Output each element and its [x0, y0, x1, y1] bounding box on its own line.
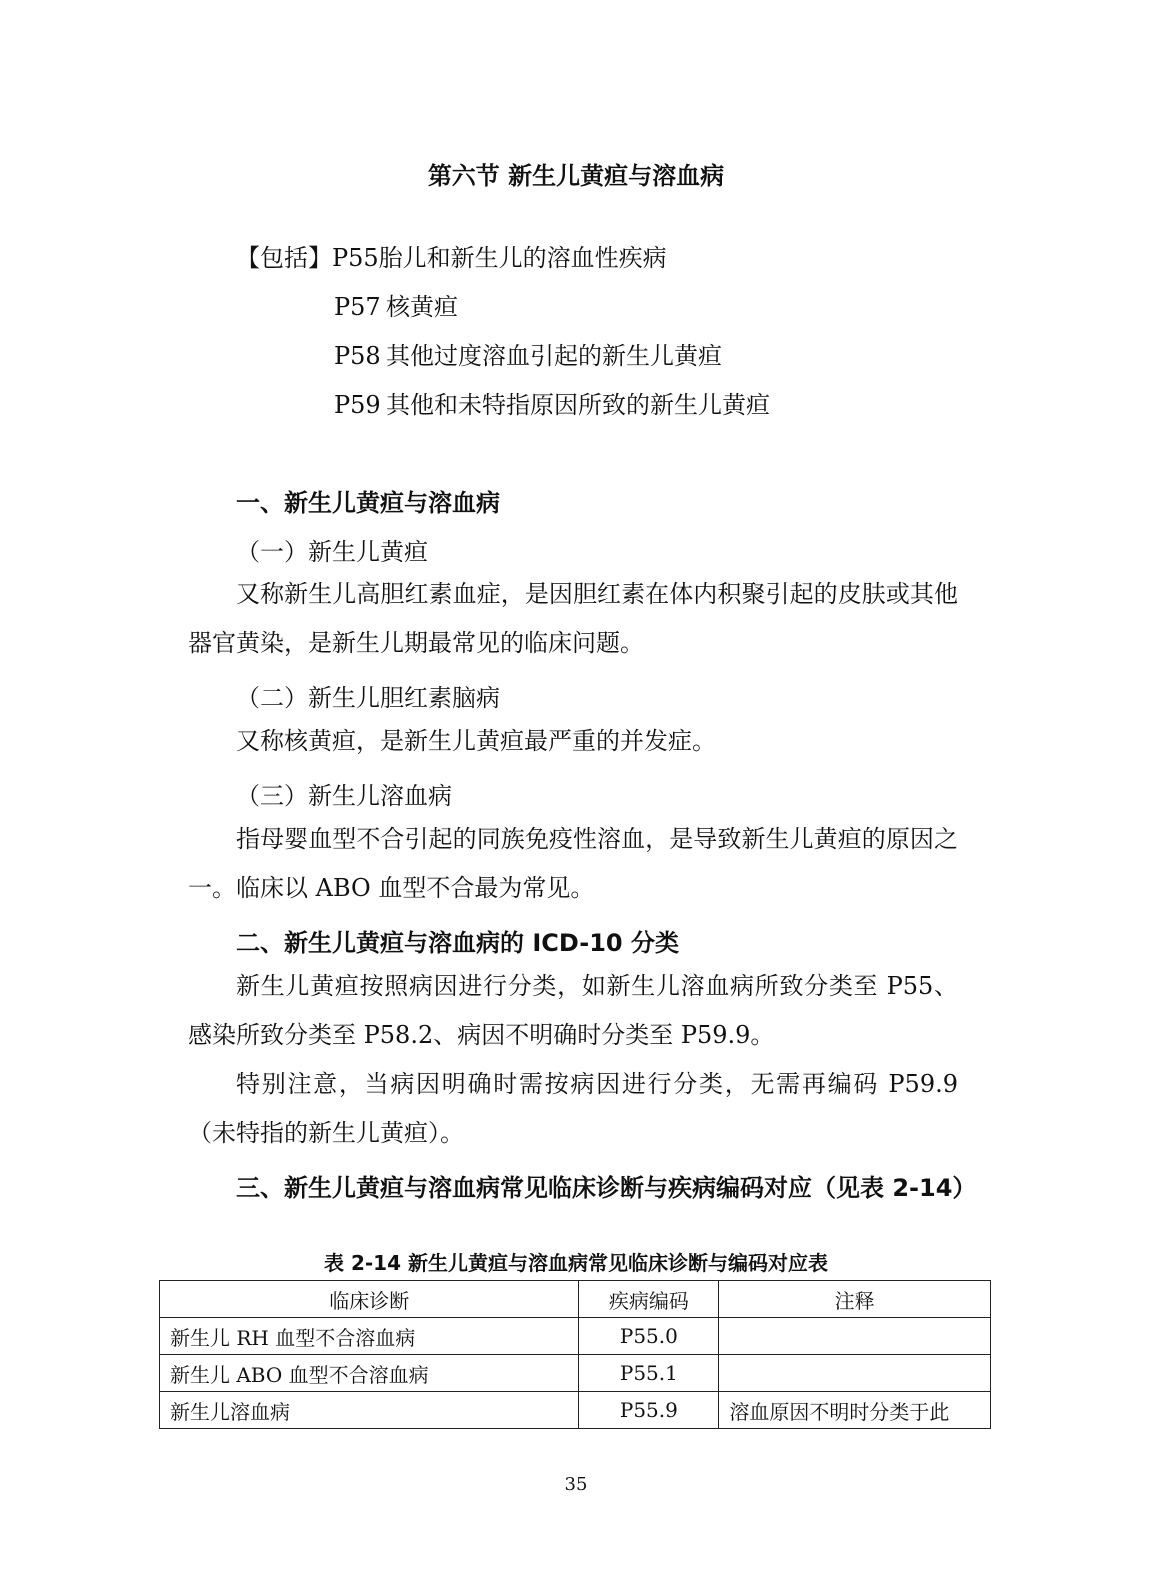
table-row [160, 1392, 991, 1429]
cell-code: P55.9 [579, 1392, 719, 1429]
section-title: 第六节 新生儿黄疸与溶血病 [427, 162, 725, 190]
subheading-bilirubin-encephalopathy: （二）新生儿胆红素脑病 [236, 684, 500, 712]
inclusion-code: P55 [332, 244, 379, 272]
cell-note [719, 1318, 991, 1355]
inclusion-code: P58 [334, 342, 381, 370]
inclusion-line-2 [334, 287, 458, 322]
cell-code: P55.0 [579, 1318, 719, 1355]
cell-diagnosis: 新生儿 ABO 血型不合溶血病 [160, 1355, 579, 1392]
table-row [160, 1318, 991, 1355]
heading-part1: 一、新生儿黄疸与溶血病 [236, 489, 500, 517]
inclusion-desc: 胎儿和新生儿的溶血性疾病 [378, 244, 667, 272]
paragraph-hemolytic-definition: 指母婴血型不合引起的同族免疫性溶血，是导致新生儿黄疸的原因之一。临床以 ABO 血型不合最为常见。 [188, 825, 958, 902]
page-number: 35 [564, 1474, 588, 1495]
diagnosis-code-table [159, 1280, 991, 1429]
inclusion-desc: 核黄疸 [386, 293, 458, 321]
header-disease-code: 疾病编码 [579, 1281, 719, 1318]
paragraph-classification: 新生儿黄疸按照病因进行分类，如新生儿溶血病所致分类至 P55、感染所致分类至 P58.2、病因不明确时分类至 P59.9。 [188, 972, 958, 1049]
subheading-neonatal-jaundice: （一）新生儿黄疸 [236, 538, 428, 566]
subheading-hemolytic-disease: （三）新生儿溶血病 [236, 782, 452, 810]
table-caption: 表 2-14 新生儿黄疸与溶血病常见临床诊断与编码对应表 [324, 1251, 828, 1275]
inclusion-desc: 其他过度溶血引起的新生儿黄疸 [386, 342, 722, 370]
heading-part2: 二、新生儿黄疸与溶血病的 ICD-10 分类 [236, 929, 679, 957]
cell-note [719, 1355, 991, 1392]
header-clinical-diagnosis: 临床诊断 [160, 1281, 579, 1318]
heading-part3: 三、新生儿黄疸与溶血病常见临床诊断与疾病编码对应（见表 2-14） [236, 1174, 977, 1202]
cell-diagnosis: 新生儿 RH 血型不合溶血病 [160, 1318, 579, 1355]
paragraph-jaundice-definition: 又称新生儿高胆红素血症，是因胆红素在体内积聚引起的皮肤或其他器官黄染，是新生儿期最常见的临床问题。 [188, 580, 958, 657]
cell-diagnosis: 新生儿溶血病 [160, 1392, 579, 1429]
table-header-row [160, 1281, 991, 1318]
inclusion-line-4 [334, 385, 770, 420]
cell-code: P55.1 [579, 1355, 719, 1392]
inclusion-code: P59 [334, 391, 381, 419]
inclusion-line-3 [334, 336, 722, 371]
cell-note: 溶血原因不明时分类于此 [719, 1392, 991, 1429]
paragraph-encephalopathy-definition: 又称核黄疸，是新生儿黄疸最严重的并发症。 [236, 727, 716, 755]
inclusion-line-1 [236, 238, 667, 273]
inclusion-label: 【包括】 [236, 244, 332, 272]
inclusion-code: P57 [334, 293, 381, 321]
paragraph-special-note: 特别注意，当病因明确时需按病因进行分类，无需再编码 P59.9（未特指的新生儿黄疸）。 [188, 1070, 958, 1147]
inclusion-desc: 其他和未特指原因所致的新生儿黄疸 [386, 391, 770, 419]
header-notes: 注释 [719, 1281, 991, 1318]
table-row [160, 1355, 991, 1392]
